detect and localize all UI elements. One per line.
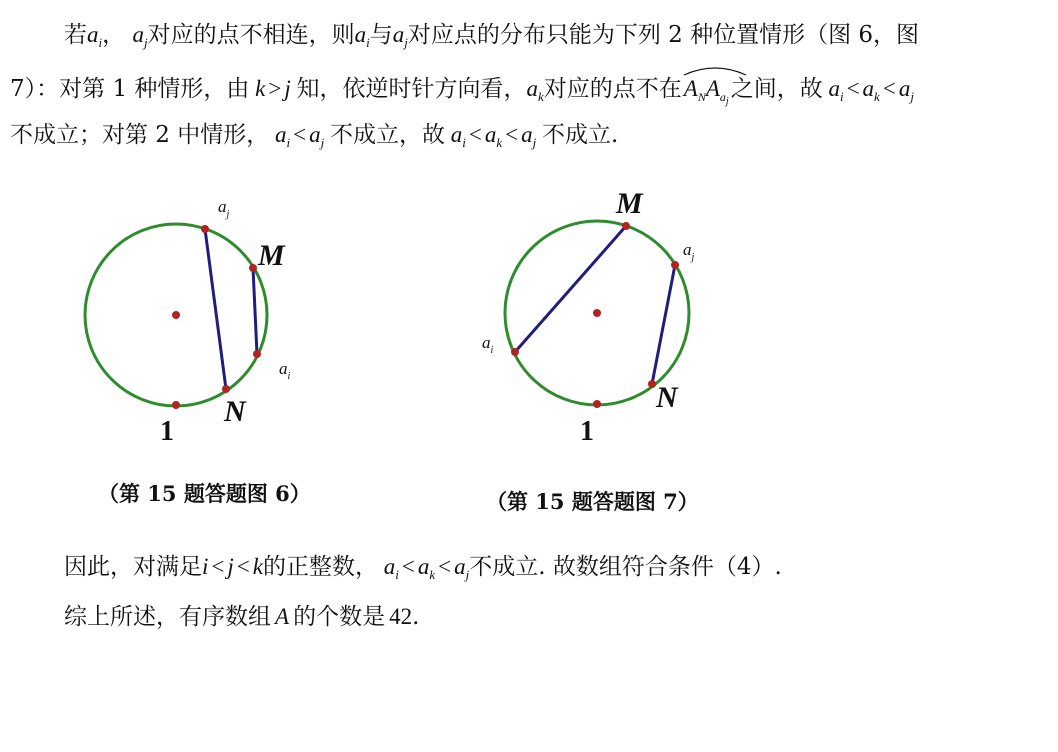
- text: 不成立；对第 2 中情形，: [10, 122, 270, 148]
- text-line-1: [64, 20, 919, 58]
- math-A: A: [275, 604, 290, 629]
- text: 对应的点不相连，则: [147, 22, 355, 48]
- math-ak: $a_k$: [526, 76, 544, 104]
- label-1: 1: [160, 416, 174, 447]
- math-aj: $a_j$: [392, 22, 408, 50]
- label-M: M: [616, 187, 643, 220]
- point-M: [622, 222, 630, 230]
- point-aj: [671, 261, 679, 269]
- label-M: M: [258, 239, 285, 272]
- text: 7）：对第 1 种情形，由: [10, 76, 250, 102]
- math-ai-lt-ak-lt-aj: $a_i < a_k < a_j$: [450, 122, 537, 150]
- chord-M-ai: [253, 268, 257, 354]
- text: 的正整数，: [262, 554, 378, 580]
- text-line-2: [10, 70, 914, 117]
- math-k-gt-j: k > j: [255, 76, 291, 101]
- text: 综上所述，有序数组: [64, 604, 271, 630]
- text: ，: [102, 22, 126, 48]
- label-N: N: [224, 395, 246, 428]
- label-N: N: [656, 381, 678, 414]
- label-ai: $a_i$: [482, 333, 494, 356]
- math-arc-AN-Aaj: $A_NA_{a_j}$: [684, 70, 729, 117]
- text: 不成立，故: [330, 122, 445, 148]
- text: .: [412, 604, 420, 630]
- label-aj: $a_j$: [683, 240, 695, 263]
- label-aj: $a_j$: [218, 197, 230, 220]
- point-N: [648, 380, 656, 388]
- text: 不成立. 故数组符合条件（4）.: [469, 554, 782, 580]
- point-1: [593, 400, 601, 408]
- math-ai: $a_i$: [354, 22, 370, 50]
- math-ai-lt-aj: $a_i < a_j$: [275, 122, 325, 150]
- label-1: 1: [580, 416, 594, 447]
- math-ai-lt-ak-lt-aj: $a_i < a_k < a_j$: [828, 76, 914, 104]
- text: 对应的点不在: [543, 76, 682, 102]
- text-line-3: [10, 120, 618, 158]
- text: 若: [64, 22, 87, 48]
- text: 不成立.: [542, 122, 619, 148]
- text: 与: [369, 22, 393, 48]
- figure-7-diagram: [470, 180, 730, 455]
- text: 因此，对满足: [64, 554, 202, 580]
- point-aj: [201, 225, 209, 233]
- point-ai: [253, 350, 261, 358]
- point-N: [222, 385, 230, 393]
- text-line-5: [64, 602, 419, 632]
- point-M: [249, 264, 257, 272]
- math-aj: $a_j$: [132, 22, 148, 50]
- figure-7-caption: （第 15 题答题图 7）: [486, 489, 699, 514]
- chord-aj-N: [205, 229, 226, 389]
- point-ai: [511, 348, 519, 356]
- center-point: [172, 311, 180, 319]
- figure-6-diagram: [60, 185, 320, 455]
- figure-6-caption: （第 15 题答题图 6）: [98, 481, 311, 506]
- point-1: [172, 401, 180, 409]
- center-point: [593, 309, 601, 317]
- math-ai-lt-ak-lt-aj: $a_i < a_k < a_j$: [383, 554, 470, 582]
- math-ai: $a_i$: [87, 22, 103, 50]
- text: 之间，故: [730, 76, 823, 102]
- count-value: 42: [389, 604, 413, 629]
- text: 对应点的分布只能为下列 2 种位置情形（图 6，图: [407, 22, 920, 48]
- text: 的个数是: [293, 604, 386, 630]
- math-i-lt-j-lt-k: i < j < k: [202, 554, 263, 579]
- text-line-4: [64, 552, 782, 590]
- label-ai: $a_i$: [279, 359, 291, 382]
- chord-M-ai: [515, 226, 626, 352]
- text: 知，依逆时针方向看，: [296, 76, 527, 102]
